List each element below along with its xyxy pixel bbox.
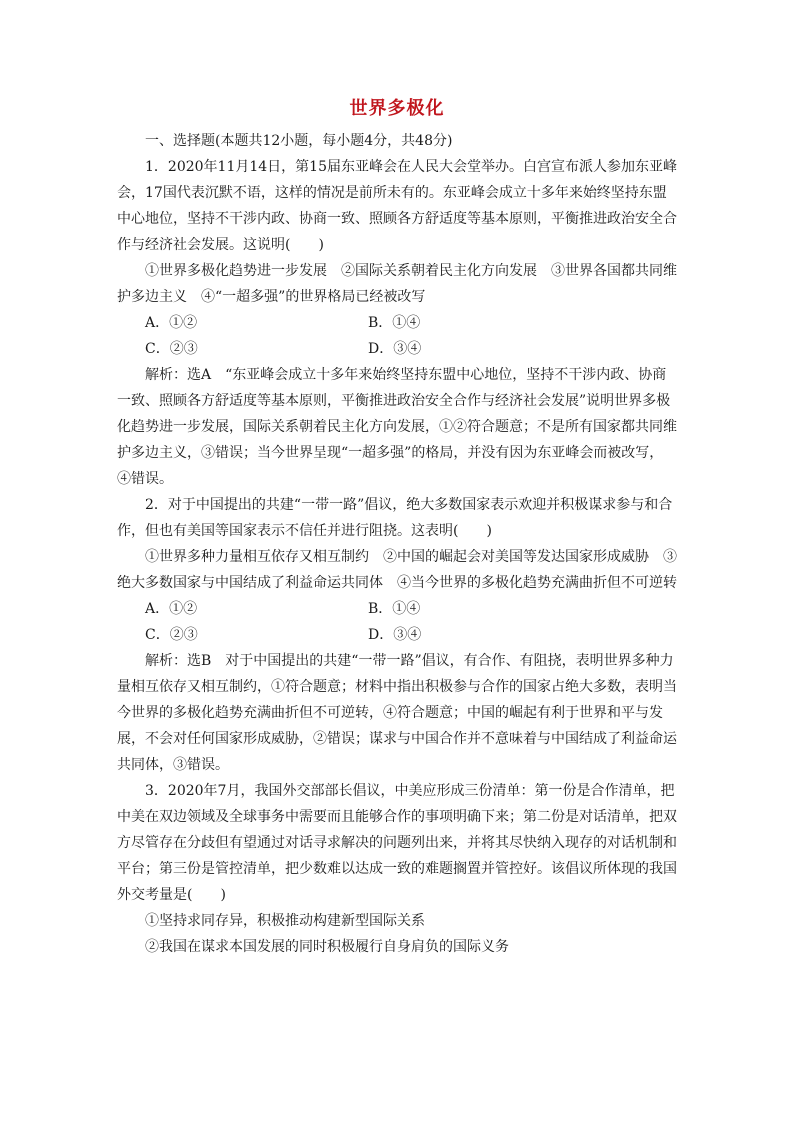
question-2-option-b: B．①④ (368, 601, 421, 617)
question-2-options-row-1 (117, 596, 677, 622)
question-3-statement-1: ①坚持求同存异，积极推动构建新型国际关系 (145, 913, 425, 929)
question-2-option-a: A．①② (145, 601, 198, 617)
question-1-statements: ①世界多极化趋势进一步发展 ②国际关系朝着民主化方向发展 ③世界各国都共同维护多边主义 ④“一超多强”的世界格局已经被改写 (117, 263, 677, 305)
question-1-options-row-2 (117, 336, 677, 362)
question-3-stem: 3．2020年7月，我国外交部部长倡议，中美应形成三份清单：第一份是合作清单，把中美在双边领域及全球事务中需要而且能够合作的事项明确下来；第二份是对话清单，把双方尽管存在分歧但有望通过对话寻求解决的问题列出来，并将其尽快纳入现存的对话机制和平台；第三份是管控清单，把少数难以达成一致的难题搁置并管控好。该倡议所体现的我国外交考量是( ) (117, 783, 677, 903)
question-1-options-row-1 (117, 310, 677, 336)
question-2-statements: ①世界多种力量相互依存又相互制约 ②中国的崛起会对美国等发达国家形成威胁 ③绝大多数国家与中国结成了利益命运共同体 ④当今世界的多极化趋势充满曲折但不可逆转 (117, 549, 677, 591)
question-1-option-c: C．②③ (145, 341, 198, 357)
question-2-analysis: 解析：选B 对于中国提出的共建“一带一路”倡议，有合作、有阻挠，表明世界多种力量相互依存又相互制约，①符合题意；材料中指出积极参与合作的国家占绝大多数，表明当今世界的多极化趋势充满曲折但不可逆转，④符合题意；中国的崛起有利于世界和平与发展，不会对任何国家形成威胁，②错误；谋求与中国合作并不意味着与中国结成了利益命运共同体，③错误。 (117, 653, 677, 773)
question-1-option-a: A．①② (145, 315, 198, 331)
question-1-stem: 1．2020年11月14日，第15届东亚峰会在人民大会堂举办。白宫宣布派人参加东亚峰会，17国代表沉默不语，这样的情况是前所未有的。东亚峰会成立十多年来始终坚持东盟中心地位，坚持不干涉内政、协商一致、照顾各方舒适度等基本原则，平衡推进政治安全合作与经济社会发展。这说明( ) (117, 159, 677, 253)
document-body (117, 128, 677, 960)
question-2-option-d: D．③④ (368, 627, 422, 643)
question-3-statement-2: ②我国在谋求本国发展的同时积极履行自身肩负的国际义务 (145, 939, 509, 955)
question-2-options-row-2 (117, 622, 677, 648)
question-2-option-c: C．②③ (145, 627, 198, 643)
question-1-analysis: 解析：选A “东亚峰会成立十多年来始终坚持东盟中心地位，坚持不干涉内政、协商一致、照顾各方舒适度等基本原则，平衡推进政治安全合作与经济社会发展”说明世界多极化趋势进一步发展，国际关系朝着民主化方向发展，①②符合题意；不是所有国家都共同维护多边主义，③错误；当今世界呈现“一超多强”的格局，并没有因为东亚峰会而被改写，④错误。 (117, 367, 677, 487)
question-1-option-b: B．①④ (368, 315, 421, 331)
question-2-stem: 2．对于中国提出的共建“一带一路”倡议，绝大多数国家表示欢迎并积极谋求参与和合作，但也有美国等国家表示不信任并进行阻挠。这表明( ) (117, 497, 673, 539)
section-header: 一、选择题(本题共12小题，每小题4分，共48分) (145, 133, 453, 149)
question-1-option-d: D．③④ (368, 341, 422, 357)
page-title: 世界多极化 (349, 98, 445, 119)
